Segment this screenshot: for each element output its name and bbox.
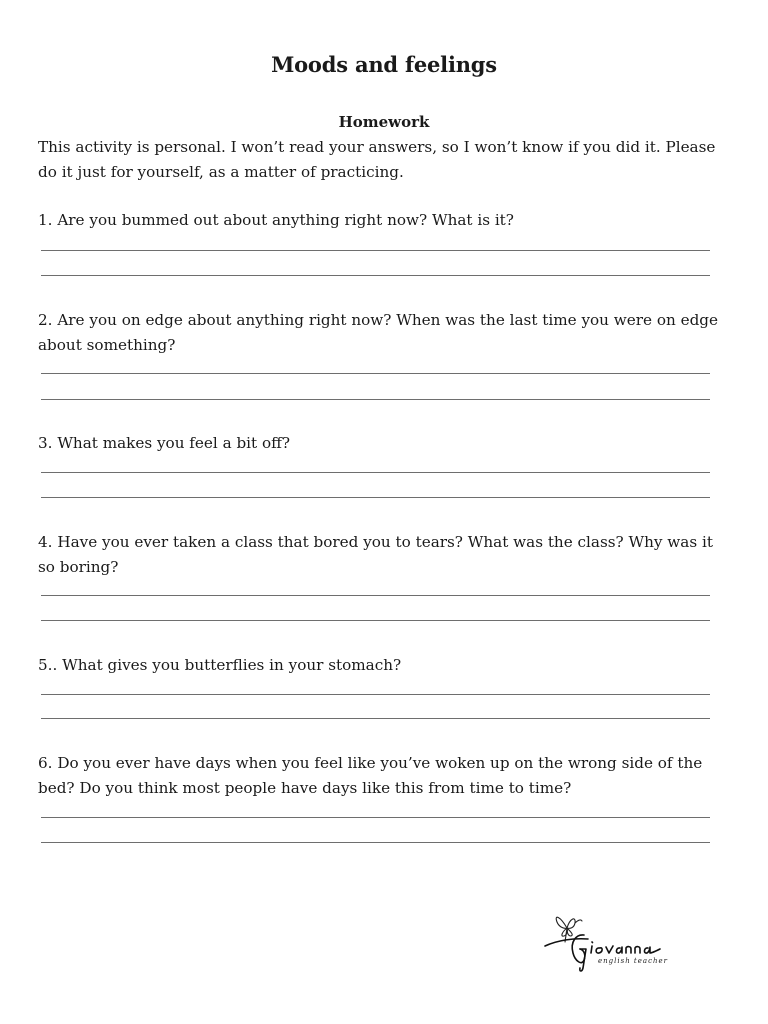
question-3: 3. What makes you feel a bit off? xyxy=(38,434,291,452)
giovanna-signature xyxy=(545,935,660,971)
answer-line[interactable] xyxy=(41,694,710,695)
answer-line[interactable] xyxy=(41,817,710,818)
answer-line[interactable] xyxy=(41,373,710,374)
answer-line[interactable] xyxy=(41,275,710,276)
question-5: 5.. What gives you butterflies in your stomach? xyxy=(38,656,402,674)
answer-line[interactable] xyxy=(41,595,710,596)
intro-paragraph: This activity is personal. I won’t read your answers, so I won’t know if you did it. Please do it just for yourself, as a matter of practicing. xyxy=(38,138,716,181)
page-title: Moods and feelings xyxy=(271,52,497,77)
answer-line[interactable] xyxy=(41,718,710,719)
answer-line[interactable] xyxy=(41,497,710,498)
question-4: 4. Have you ever taken a class that bored you to tears? What was the class? Why was it so boring? xyxy=(38,533,713,576)
answer-line[interactable] xyxy=(41,842,710,843)
question-6: 6. Do you ever have days when you feel like you’ve woken up on the wrong side of the bed? Do you think most people have days like this from time to time? xyxy=(38,754,703,797)
logo-tagline: english teacher xyxy=(598,957,668,965)
answer-line[interactable] xyxy=(41,472,710,473)
answer-line[interactable] xyxy=(41,620,710,621)
answer-line[interactable] xyxy=(41,399,710,400)
question-2: 2. Are you on edge about anything right now? When was the last time you were on edge about something? xyxy=(38,311,719,354)
answer-line[interactable] xyxy=(41,250,710,251)
question-1: 1. Are you bummed out about anything right now? What is it? xyxy=(38,211,514,229)
teacher-logo xyxy=(540,908,670,978)
section-subtitle: Homework xyxy=(338,113,430,131)
